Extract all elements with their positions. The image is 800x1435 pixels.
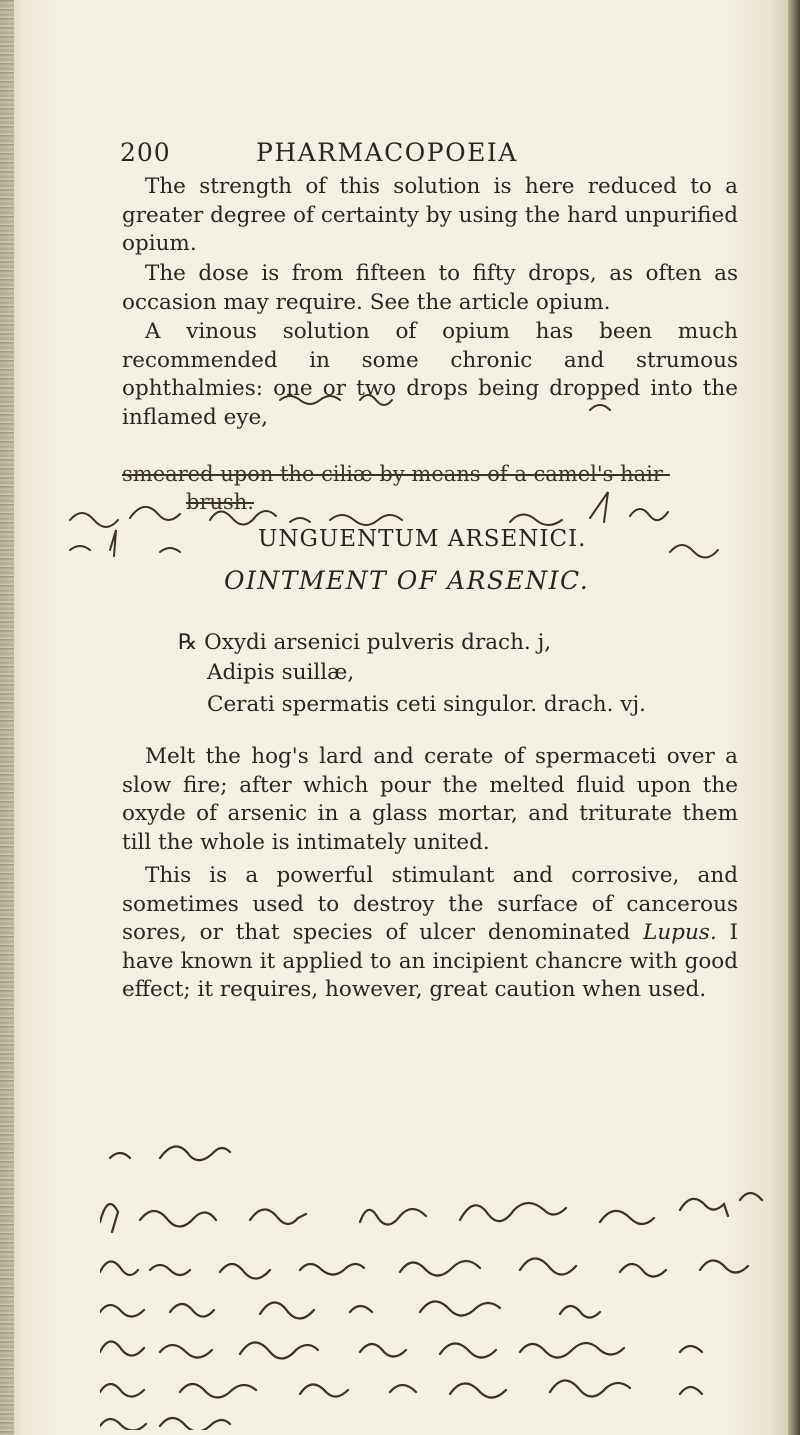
page-number: 200 xyxy=(120,138,171,167)
struck-text-end: brush. xyxy=(186,490,254,514)
struck-text: smeared upon the ciliæ by means of a camel's hair- xyxy=(122,462,670,486)
recipe-line-2: Adipis suillæ, xyxy=(207,660,355,685)
section-latin-title: UNGUENTUM ARSENICI. xyxy=(258,526,587,552)
uses-text-a: This is a powerful stimulant and corrosive, and sometimes used to destroy the surface of cancerous sores, or that species of ulcer denominated xyxy=(122,863,738,946)
uses-lupus: Lupus. xyxy=(643,920,717,946)
paragraph-vinous-solution: A vinous solution of opium has been much recommended in some chronic and strumous ophthalmies: one or two drops being dropped into the inflamed eye, xyxy=(122,319,738,430)
paragraph-dose: The dose is from fifteen to fifty drops, as often as occasion may require. See the article opium. xyxy=(122,261,738,315)
handwritten-annotation-lower xyxy=(100,1130,790,1430)
running-title: PHARMACOPOEIA xyxy=(256,138,518,167)
recipe-line-1: ℞ Oxydi arsenici pulveris drach. j, xyxy=(178,630,552,655)
page-gutter-edge xyxy=(0,0,14,1435)
paragraph-uses xyxy=(122,862,738,1005)
section-english-title: OINTMENT OF ARSENIC. xyxy=(224,566,590,595)
paragraph-method: Melt the hog's lard and cerate of spermaceti over a slow fire; after which pour the melted fluid upon the oxyde of arsenic in a glass mortar, and triturate them till the whole is intimately united. xyxy=(122,744,738,855)
paragraph-strength: The strength of this solution is here reduced to a greater degree of certainty by using the hard unpurified opium. xyxy=(122,174,738,257)
recipe-line-3: Cerati spermatis ceti singulor. drach. vj. xyxy=(207,692,646,717)
uses-text-b: I have known it applied to an incipient chancre with good effect; it requires, however, great caution when used. xyxy=(122,920,739,1003)
